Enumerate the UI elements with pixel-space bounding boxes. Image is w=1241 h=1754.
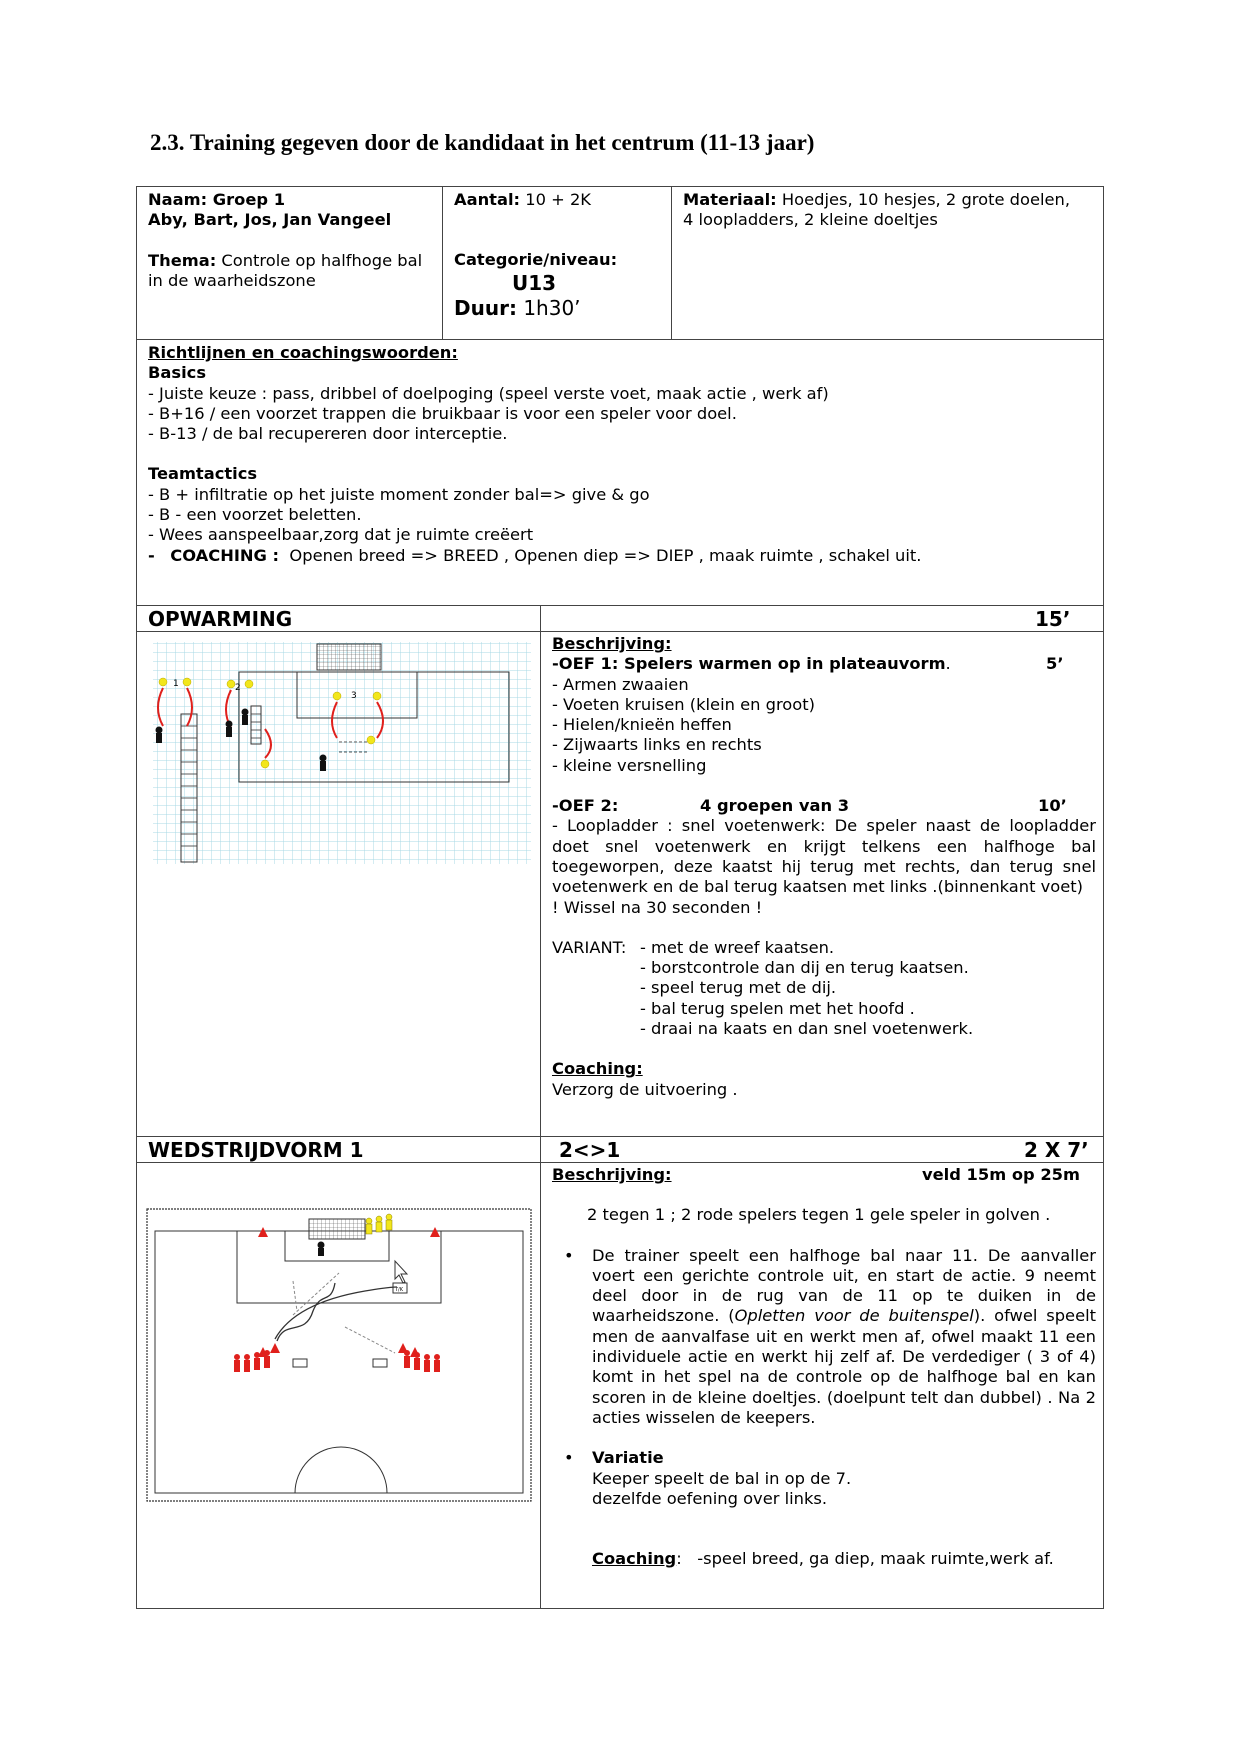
duur-label: Duur:	[454, 295, 517, 320]
wedstrijdvorm-time: 2 X 7’	[1024, 1138, 1089, 1162]
bullet1-text: De trainer speelt een halfhoge bal naar 11. De aanvaller voert een gerichte controle uit, en start de actie. 9 neemt deel door in de rug van de 11 op te duiken in de waarheidszone. (	[592, 1245, 1096, 1326]
veld-size: veld 15m op 25m	[922, 1165, 1080, 1184]
wedstrijdvorm-description	[552, 1165, 1096, 1569]
variant-item: - bal terug spelen met het hoofd .	[640, 998, 915, 1018]
opwarming-title: OPWARMING	[148, 607, 293, 631]
match-diagram	[145, 1207, 535, 1507]
richtlijnen-section	[136, 339, 1104, 606]
oef1-item: - kleine versnelling	[552, 755, 707, 775]
coaching-label: COACHING :	[170, 545, 280, 565]
duur-value: 1h30’	[523, 295, 581, 320]
basics-title: Basics	[148, 363, 207, 383]
materiaal-label: Materiaal:	[683, 190, 777, 209]
materiaal-value: Hoedjes, 10 hesjes, 2 grote doelen,	[781, 190, 1070, 209]
naam-value: Groep 1	[212, 190, 286, 209]
oef2-time: 10’	[1038, 796, 1067, 816]
page-heading: 2.3. Training gegeven door de kandidaat in het centrum (11-13 jaar)	[150, 130, 815, 155]
diagram-label-2: 2	[235, 683, 241, 693]
aantal-cell	[454, 190, 617, 321]
thema-value: Controle op halfhoge bal	[221, 250, 423, 270]
basics-item: - B-13 / de bal recupereren door interceptie.	[148, 424, 508, 444]
wissel-note: ! Wissel na 30 seconden !	[552, 897, 763, 917]
variant-item: - borstcontrole dan dij en terug kaatsen.	[640, 958, 969, 978]
variatie-line: dezelfde oefening over links.	[592, 1488, 828, 1508]
beschrijving-label: Beschrijving:	[552, 634, 672, 653]
diagram-label-1: 1	[173, 679, 179, 689]
variant-item: - met de wreef kaatsen.	[640, 937, 835, 957]
oef1-dot: .	[945, 654, 951, 674]
categorie-label: Categorie/niveau:	[454, 250, 618, 270]
info-table	[136, 186, 1104, 340]
oef1-item: - Armen zwaaien	[552, 674, 689, 694]
teamtactics-title: Teamtactics	[148, 464, 258, 484]
opwarming-description	[552, 634, 1096, 1100]
bullet-dot: •	[564, 1245, 574, 1265]
aantal-label: Aantal:	[454, 190, 521, 209]
wedstrijdvorm-title: WEDSTRIJDVORM 1	[148, 1138, 364, 1162]
oef1-title: -OEF 1: Spelers warmen op in plateauvorm	[552, 654, 946, 674]
oef2-label: -OEF 2:	[552, 796, 619, 816]
beschrijving-label: Beschrijving:	[552, 1165, 672, 1184]
coaching-colon: :	[676, 1549, 682, 1569]
thema-value-line2: in de waarheidszone	[148, 270, 316, 290]
trainer-names: Aby, Bart, Jos, Jan Vangeel	[148, 210, 392, 230]
wedstrijdvorm-format: 2<>1	[559, 1138, 621, 1162]
coaching-text: -speel breed, ga diep, maak ruimte,werk af.	[697, 1549, 1054, 1569]
teamtactics-item: - B + infiltratie op het juiste moment zonder bal=> give & go	[148, 484, 650, 504]
bullet1-text-2: ). ofwel speelt men de aanvalfase uit en werkt men af, ofwel maakt 11 een individuele actie en werkt hij zelf af. De verdediger ( 3 of 4) komt in het spel na de controle op de halfhoge bal en kan scoren in de kleine doeltjes. (doelpunt telt dan dubbel) . Na 2 acties wisselen de keepers.	[592, 1306, 1096, 1427]
variatie-title: Variatie	[592, 1448, 664, 1468]
bullet-1	[552, 1246, 1096, 1429]
bullet1-italic: Opletten voor de buitenspel	[734, 1306, 974, 1326]
naam-label: Naam:	[148, 190, 208, 209]
wedstrijdvorm-coaching	[552, 1549, 1096, 1569]
bullet-dot: •	[564, 1448, 574, 1468]
coaching-text: Openen breed => BREED , Openen diep => DIEP , maak ruimte , schakel uit.	[289, 545, 922, 565]
aantal-value: 10 + 2K	[525, 190, 591, 209]
coaching-line	[148, 546, 921, 566]
diagram-label-3: 3	[351, 691, 357, 701]
materiaal-value-line2: 4 loopladders, 2 kleine doeltjes	[683, 210, 938, 230]
oef1-item: - Zijwaarts links en rechts	[552, 735, 762, 755]
categorie-value: U13	[512, 270, 557, 295]
teamtactics-item: - Wees aanspeelbaar,zorg dat je ruimte creëert	[148, 525, 534, 545]
basics-item: - Juiste keuze : pass, dribbel of doelpoging (speel verste voet, maak actie , werk af)	[148, 383, 829, 403]
wedstrijdvorm-intro: 2 tegen 1 ; 2 rode spelers tegen 1 gele speler in golven .	[587, 1205, 1051, 1225]
oef2-groups: 4 groepen van 3	[700, 796, 850, 816]
materiaal-cell	[683, 190, 1070, 231]
oef2-text: - Loopladder : snel voetenwerk: De speler naast de loopladder doet snel voetenwerk en krijgt telkens een halfhoge bal toegeworpen, deze kaatst hij terug met rechts, dan terug snel voetenwerk en de bal terug kaatsen met links .(binnenkant voet)	[552, 816, 1096, 897]
diagram-trainer-label: T/K	[395, 1287, 404, 1293]
opwarming-section	[136, 605, 1104, 1137]
basics-item: - B+16 / een voorzet trappen die bruikbaar is voor een speler voor doel.	[148, 403, 737, 423]
coaching-dash: -	[148, 545, 155, 565]
bullet-2	[552, 1448, 1096, 1509]
variant-item: - speel terug met de dij.	[640, 978, 837, 998]
opwarming-coaching-text: Verzorg de uitvoering .	[552, 1079, 738, 1099]
variant-label: VARIANT:	[552, 937, 627, 957]
oef1-time: 5’	[1046, 654, 1064, 674]
richtlijnen-title: Richtlijnen en coachingswoorden:	[148, 343, 458, 362]
wedstrijdvorm-section	[136, 1136, 1104, 1609]
thema-label: Thema:	[148, 250, 217, 270]
oef1-item: - Voeten kruisen (klein en groot)	[552, 694, 815, 714]
opwarming-coaching-label: Coaching:	[552, 1059, 643, 1079]
warmup-diagram	[139, 634, 537, 869]
naam-cell	[148, 190, 422, 291]
variant-item: - draai na kaats en dan snel voetenwerk.	[640, 1019, 974, 1039]
opwarming-time: 15’	[1035, 607, 1071, 631]
oef1-item: - Hielen/knieën heffen	[552, 715, 732, 735]
variatie-line: Keeper speelt de bal in op de 7.	[592, 1468, 852, 1488]
teamtactics-item: - B - een voorzet beletten.	[148, 505, 362, 525]
coaching-label: Coaching	[592, 1549, 677, 1569]
